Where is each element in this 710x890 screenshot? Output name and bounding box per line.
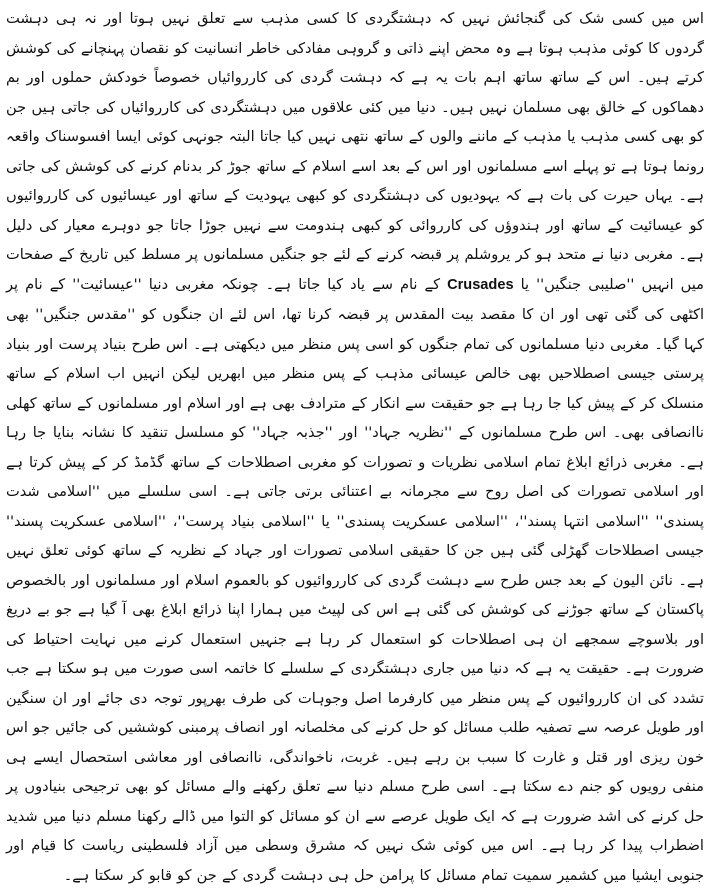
article-page — [6, 4, 704, 884]
crusades-term: Crusades — [447, 276, 514, 293]
article-text-part-1: اس میں کسی شک کی گنجائش نہیں کہ دہشتگردی کا کسی مذہب سے تعلق نہیں ہوتا اور نہ ہی دہشت گردوں کا کوئی مذہب ہوتا ہے وہ محض اپنے ذاتی و گروہی مفادکی خاطر انسانیت کو نقصان پہنچانے کی کوشش کرتے ہیں۔ اس کے ساتھ ساتھ اہم بات یہ ہے کہ دہشت گردی کی کارروائیاں خصوصاً خودکش حملوں اور بم دھماکوں کے خالق بھی مسلمان نہیں ہیں۔ دنیا میں کئی علاقوں میں دہشتگردی کی کارروائیاں کی جاتی ہیں جن کو بھی کسی مذہب یا مذہب کے ماننے والوں کے ساتھ نتھی نہیں کیا جاتا البتہ جونہی کوئی ایسا افسوسناک واقعہ رونما ہوتا ہے تو پہلے اسے مسلمانوں اور اس کے بعد اسے اسلام کے ساتھ جوڑ کر بدنام کرنے کی کوشش کی جاتی ہے۔ یہاں حیرت کی بات ہے کہ یہودیوں کی دہشتگردی کو کبھی یہودیت کے ساتھ اور عیسائیوں کی کارروائیوں کو عیسائیت کے ساتھ اور ہندوؤں کی کارروائی کو کبھی ہندومت سے نہیں جوڑا جاتا جو دوہرے معیار کی دلیل ہے۔ مغربی دنیا نے متحد ہو کر یروشلم پر قبضہ کرنے کے لئے جو جنگیں مسلمانوں پر مسلط کیں تاریخ کے صفحات میں انہیں ''صلیبی جنگیں'' یا — [6, 10, 704, 293]
article-text-part-2: کے نام سے یاد کیا جاتا ہے۔ چونکہ مغربی دنیا ''عیسائیت'' کے نام پر اکٹھی کی گئی تھی اور ان کا مقصد بیت المقدس پر قبضہ کرنا تھا، اس لئے ان جنگوں کو ''مقدس جنگیں'' بھی کہا گیا۔ مغربی دنیا مسلمانوں کی تمام جنگوں کو اسی پس منظر میں دیکھتی ہے۔ اس طرح بنیاد پرست اور بنیاد پرستی جیسی اصطلاحیں بھی خالص عیسائی مذہب کے پس منظر میں ابھریں لیکن انہیں اب اسلام کے ساتھ منسلک کر کے پیش کیا جا رہا ہے جو حقیقت سے انکار کے مترادف بھی ہے اور اسلام اور مسلمانوں کے ساتھ کھلی ناانصافی بھی۔ اس طرح مسلمانوں کے ''نظریہ جہاد'' اور ''جذبہ جہاد'' کو مسلسل تنقید کا نشانہ بنایا جا رہا ہے۔ مغربی ذرائع ابلاغ تمام اسلامی نظریات و تصورات کو مغربی اصطلاحات کے ساتھ گڈمڈ کر کے پیش کرتا ہے اور اسلامی تصورات کی اصل روح سے مجرمانہ بے اعتنائی برتی جاتی ہے۔ اسی سلسلے میں ''اسلامی شدت پسندی'' ''اسلامی انتہا پسند''، ''اسلامی عسکریت پسندی'' یا ''اسلامی بنیاد پرست''، ''اسلامی عسکریت پسند'' جیسی اصطلاحات گھڑلی گئی ہیں جن کا حقیقی اسلامی تصورات اور جہاد کے نظریہ کے ساتھ کوئی تعلق نہیں ہے۔ نائن الیون کے بعد جس طرح سے دہشت گردی کی کارروائیوں کو بالعموم اسلام اور مسلمانوں اور بالخصوص پاکستان کے ساتھ جوڑنے کی کوشش کی گئی ہے اس کی لپیٹ میں ہمارا اپنا ذرائع ابلاغ بھی آ گیا ہے جو بے دریغ اور بلاسوچے سمجھے ان ہی اصطلاحات کو استعمال کر رہا ہے جنہیں استعمال کرنے میں نہایت احتیاط کی ضرورت ہے۔ حقیقت یہ ہے کہ دنیا میں جاری دہشتگردی کے سلسلے کا خاتمہ اسی صورت میں ہو سکتا ہے جب تشدد کی ان کارروائیوں کے پس منظر میں کارفرما اصل وجوہات کی طرف بھرپور توجہ دی جائے اور ان سنگین اور طویل عرصہ سے تصفیہ طلب مسائل کو حل کرنے کی مخلصانہ اور انصاف پرمبنی کوششیں کی جائیں جو اس خون ریزی اور قتل و غارت کا سبب بن رہے ہیں۔ غربت، ناخواندگی، ناانصافی اور معاشی استحصال ایسے ہی منفی رویوں کو جنم دے سکتا ہے۔ اسی طرح مسلم دنیا سے تعلق رکھنے والے مسائل کو بھی ترجیحی بنیادوں پر حل کرنے کی اشد ضرورت ہے کہ ایک طویل عرصے سے ان کو مسائل کو التوا میں ڈالے رکھنا مسلم دنیا میں شدید اضطراب پیدا کر رہا ہے۔ اس میں کوئی شک نہیں کہ مشرق وسطی میں آزاد فلسطینی ریاست کا قیام اور جنوبی ایشیا میں کشمیر سمیت تمام مسائل کا پرامن حل ہی دہشت گردی کے جن کو قابو کر سکتا ہے۔ — [6, 275, 704, 884]
article-body — [6, 4, 704, 890]
